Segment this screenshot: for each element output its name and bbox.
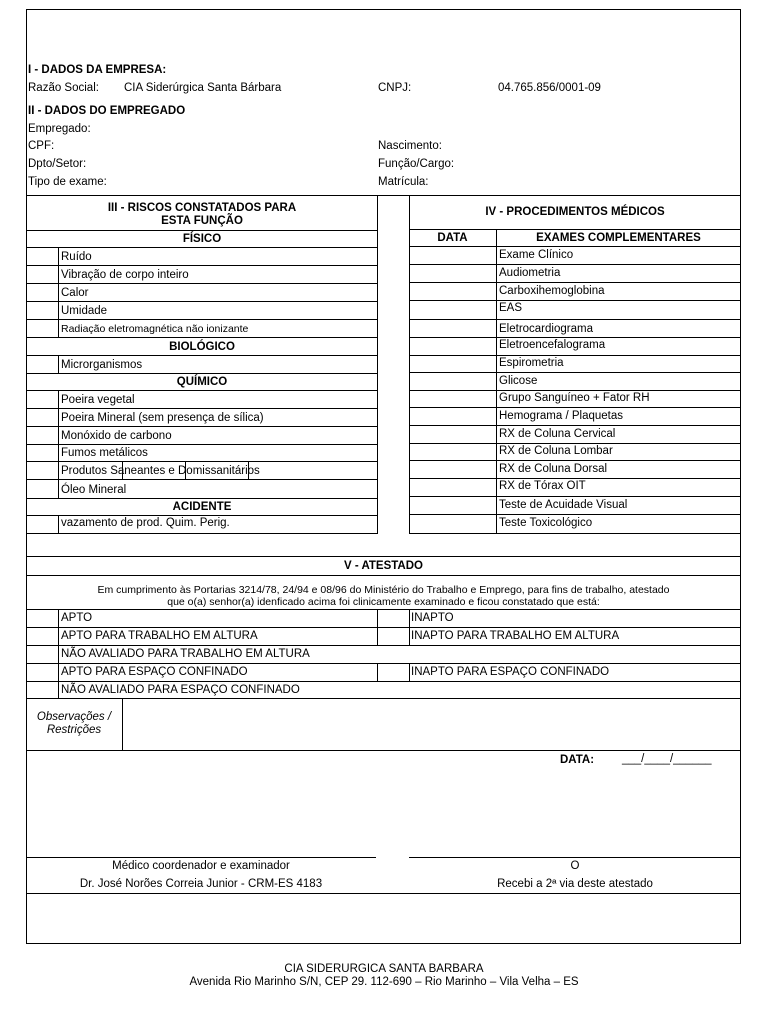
option-nao-avaliado-confinado[interactable]: NÃO AVALIADO PARA ESPAÇO CONFINADO (61, 684, 300, 696)
divider (409, 496, 741, 497)
obs-label-line1: Observações / (36, 711, 112, 723)
risk-item-poeira-mineral: Poeira Mineral (sem presença de sílica) (61, 412, 264, 424)
risk-item-oleo: Óleo Mineral (61, 484, 127, 496)
checkbox-column (58, 247, 59, 337)
exam-acuidade-visual: Teste de Acuidade Visual (499, 499, 628, 511)
signature-left-role: Médico coordenador e examinador (112, 860, 290, 872)
divider (409, 425, 741, 426)
cnpj-label: CNPJ: (378, 82, 412, 94)
signature-right-text: Recebi a 2ª via deste atestado (497, 878, 653, 890)
tipo-exame-label: Tipo de exame: (28, 176, 107, 188)
checkbox-column (409, 627, 410, 645)
divider (26, 337, 378, 338)
biologico-header: BIOLÓGICO (169, 341, 235, 353)
exam-rx-lombar: RX de Coluna Lombar (499, 445, 613, 457)
quimico-header: QUÍMICO (176, 376, 228, 388)
company-section-title: I - DADOS DA EMPRESA: (28, 64, 167, 76)
divider (26, 426, 378, 427)
risks-title-line2: ESTA FUNÇÃO (161, 215, 243, 227)
option-apto-confinado[interactable]: APTO PARA ESPAÇO CONFINADO (61, 666, 248, 678)
signature-line-right (409, 857, 741, 858)
risk-item-umidade: Umidade (61, 305, 108, 317)
signature-line-left (26, 857, 376, 858)
divider (26, 230, 378, 231)
risk-item-monoxido: Monóxido de carbono (61, 430, 172, 442)
divider (26, 265, 378, 266)
checkbox-column (377, 663, 378, 681)
divider (26, 301, 378, 302)
checkbox-column (377, 609, 378, 627)
risk-item-fumos: Fumos metálicos (61, 447, 148, 459)
cpf-label: CPF: (28, 140, 55, 152)
option-apto[interactable]: APTO (61, 612, 93, 624)
acidente-header: ACIDENTE (172, 501, 232, 513)
divider (409, 407, 741, 408)
divider (26, 498, 378, 499)
divider (26, 283, 378, 284)
procedures-title: IV - PROCEDIMENTOS MÉDICOS (485, 206, 665, 218)
attestation-text-line2: que o(a) senhor(a) idenficado acima foi clinicamente examinado e ficou constatado que está: (167, 596, 600, 608)
signature-left-name: Dr. José Norões Correia Junior - CRM-ES 4183 (79, 878, 323, 890)
exam-glicose: Glicose (499, 375, 538, 387)
divider (26, 893, 741, 894)
exam-carboxihemoglobina: Carboxihemoglobina (499, 285, 605, 297)
column-divider (496, 229, 497, 534)
option-apto-altura[interactable]: APTO PARA TRABALHO EM ALTURA (61, 630, 258, 642)
nascimento-label: Nascimento: (378, 140, 442, 152)
exam-exame-clinico: Exame Clínico (499, 249, 574, 261)
divider (409, 355, 741, 356)
risks-title-line1: III - RISCOS CONSTATADOS PARA (107, 202, 297, 214)
obs-label-line2: Restrições (46, 724, 102, 736)
checkbox-column (58, 515, 59, 534)
attestation-text-line1: Em cumprimento às Portarias 3214/78, 24/94 e 08/96 do Ministério do Trabalho e Emprego, para fins de trabalho, atestado (97, 584, 670, 596)
dpto-label: Dpto/Setor: (28, 158, 87, 170)
divider (409, 460, 741, 461)
divider (26, 556, 741, 557)
exam-toxicologico: Teste Toxicológico (499, 517, 593, 529)
exam-rx-dorsal: RX de Coluna Dorsal (499, 463, 608, 475)
divider (26, 609, 741, 610)
option-inapto-confinado[interactable]: INAPTO PARA ESPAÇO CONFINADO (411, 666, 610, 678)
funcao-label: Função/Cargo: (378, 158, 455, 170)
employee-section-title: II - DADOS DO EMPREGADO (28, 105, 186, 117)
divider (26, 461, 378, 462)
divider (26, 319, 378, 320)
divider (409, 282, 741, 283)
risk-item-saneantes: Produtos Saneantes e Domissanitários (61, 465, 260, 477)
divider (26, 663, 741, 664)
exam-eletroencefalograma: Eletroencefalograma (499, 339, 606, 351)
exam-audiometria: Audiometria (499, 267, 561, 279)
option-nao-avaliado-altura[interactable]: NÃO AVALIADO PARA TRABALHO EM ALTURA (61, 648, 310, 660)
divider (26, 750, 741, 751)
footer-company: CIA SIDERURGICA SANTA BARBARA (284, 963, 484, 975)
obs-divider (122, 698, 123, 750)
signature-right-mark: O (570, 860, 580, 872)
risk-item-poeira-vegetal: Poeira vegetal (61, 394, 135, 406)
divider (26, 444, 378, 445)
checkbox-column (409, 663, 410, 681)
exam-espirometria: Espirometria (499, 357, 564, 369)
exam-grupo-sanguineo: Grupo Sanguíneo + Fator RH (499, 392, 650, 404)
divider (26, 698, 741, 699)
divider (26, 627, 741, 628)
divider (409, 514, 741, 515)
obs-field[interactable] (124, 700, 739, 748)
divider (26, 479, 378, 480)
divider (26, 681, 741, 682)
exam-eletrocardiograma: Eletrocardiograma (499, 323, 593, 335)
checkbox-column (58, 609, 59, 698)
checkbox-column (409, 609, 410, 627)
divider (409, 300, 741, 301)
col-date-header: DATA (437, 232, 468, 244)
footer-address: Avenida Rio Marinho S/N, CEP 29. 112-690 – Rio Marinho – Vila Velha – ES (189, 976, 579, 988)
matricula-label: Matrícula: (378, 176, 429, 188)
date-field[interactable]: ___/____/______ (622, 753, 712, 765)
divider (26, 247, 378, 248)
exam-rx-torax: RX de Tórax OIT (499, 480, 586, 492)
exam-hemograma: Hemograma / Plaquetas (499, 410, 624, 422)
risk-item-vibracao: Vibração de corpo inteiro (61, 269, 189, 281)
divider (409, 229, 741, 230)
option-inapto-altura[interactable]: INAPTO PARA TRABALHO EM ALTURA (411, 630, 620, 642)
risk-item-radiacao: Radiação eletromagnética não ionizante (61, 323, 249, 335)
empregado-label: Empregado: (28, 123, 91, 135)
divider (409, 319, 741, 320)
option-inapto[interactable]: INAPTO (411, 612, 454, 624)
divider (409, 246, 741, 247)
checkbox-column (58, 355, 59, 373)
risk-item-microrganismos: Microrganismos (61, 359, 143, 371)
risk-item-vazamento: vazamento de prod. Quim. Perig. (61, 517, 230, 529)
exam-eas: EAS (499, 302, 523, 314)
divider (26, 408, 378, 409)
date-label: DATA: (560, 754, 595, 766)
divider (26, 575, 741, 576)
divider (26, 373, 378, 374)
fisico-header: FÍSICO (182, 233, 222, 245)
checkbox-column (377, 627, 378, 645)
divider (26, 355, 378, 356)
risk-item-ruido: Ruído (61, 251, 92, 263)
col-exams-header: EXAMES COMPLEMENTARES (536, 232, 701, 244)
divider (26, 390, 378, 391)
attestation-title: V - ATESTADO (343, 560, 423, 572)
divider (409, 372, 741, 373)
risk-item-calor: Calor (61, 287, 89, 299)
cnpj-value: 04.765.856/0001-09 (498, 82, 601, 94)
razao-value: CIA Siderúrgica Santa Bárbara (124, 82, 282, 94)
divider (409, 264, 741, 265)
razao-label: Razão Social: (28, 82, 99, 94)
exam-rx-cervical: RX de Coluna Cervical (499, 428, 616, 440)
divider (26, 645, 741, 646)
